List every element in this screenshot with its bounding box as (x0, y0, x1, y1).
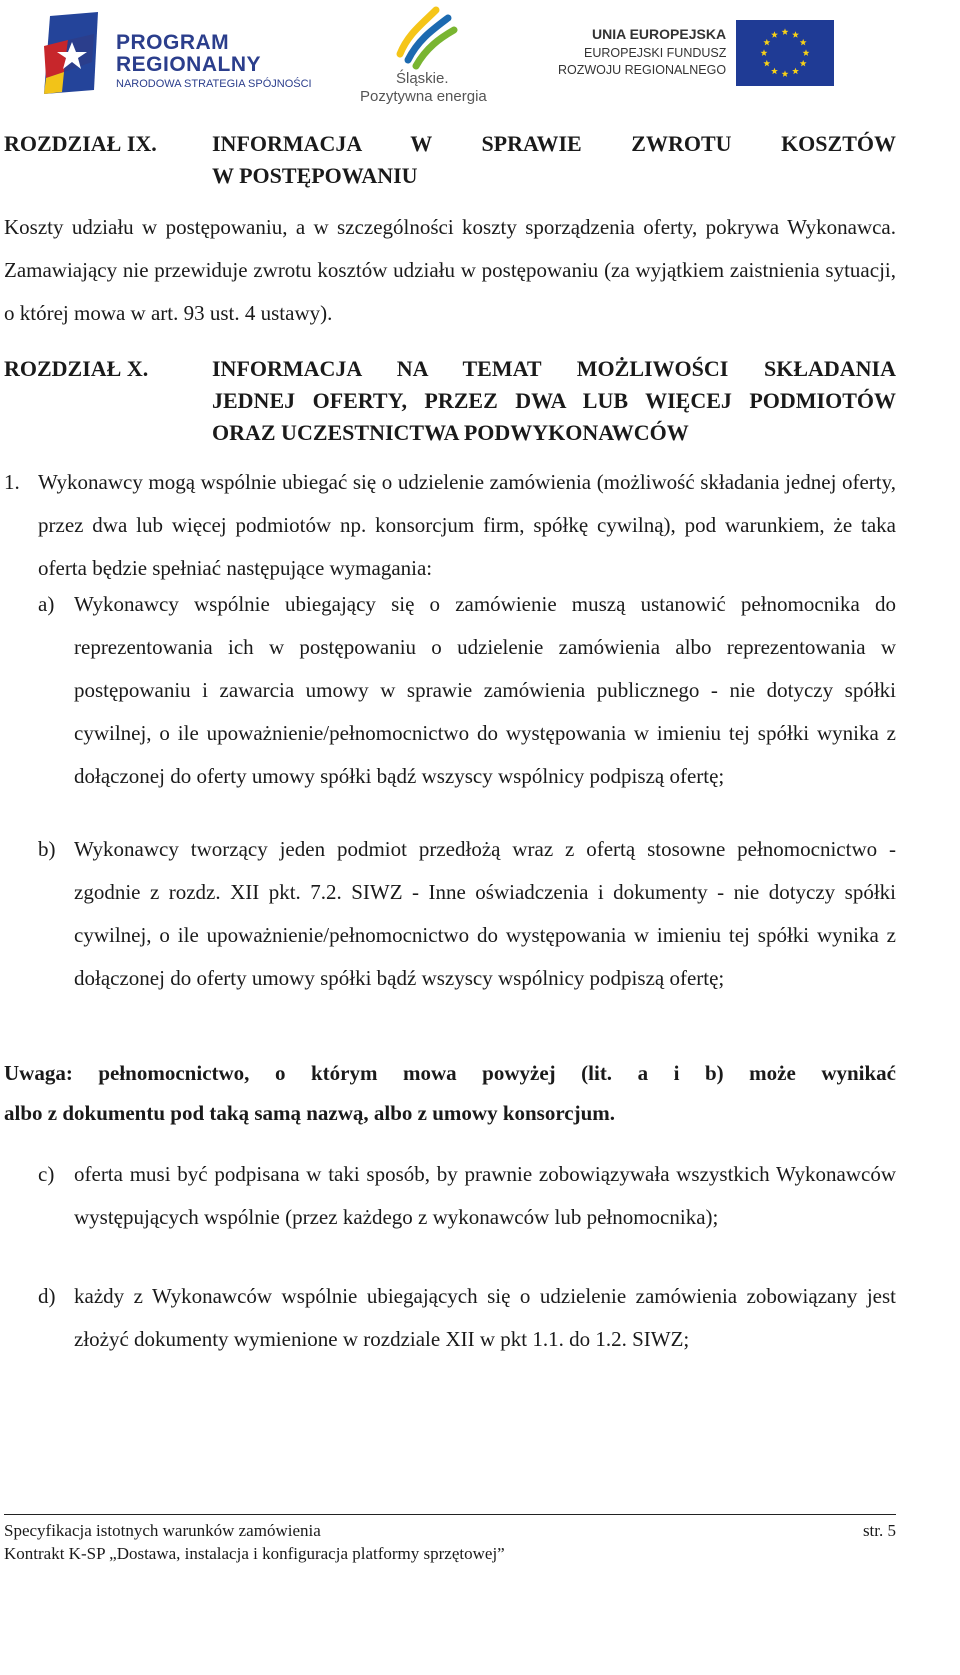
note-line1: Uwaga: pełnomocnictwo, o którym mowa powyżej (lit. a i b) może wynikać (4, 1061, 896, 1085)
eu-flag-icon (736, 20, 834, 86)
item-c-marker: c) (38, 1162, 55, 1186)
item-b-marker: b) (38, 837, 56, 861)
footer-divider (4, 1514, 896, 1515)
eu-logo-line3: ROZWOJU REGIONALNEGO (558, 63, 727, 77)
item-a-text: Wykonawcy wspólnie ubiegający się o zamówienie muszą ustanowić pełnomocnika do reprezentowania ich w postępowaniu o udzielenie zamówienia albo reprezentowania w postępowaniu i zawarcia umowy w sprawie zamówienia publicznego - nie dotyczy spółki cywilnej, o ile upoważnienie/pełnomocnictwo do występowania w imieniu tej spółki wynika z dołączonej do oferty umowy spółki bądź wszyscy wspólnicy podpiszą ofertę; (74, 592, 896, 788)
star-flag-icon (44, 12, 100, 94)
chapter-9-body: Koszty udziału w postępowaniu, a w szczególności koszty sporządzenia oferty, pokrywa Wykonawca. Zamawiający nie przewiduje zwrotu kosztów udziału w postępowaniu (za wyjątkiem zaistnienia sytuacji, o której mowa w art. 93 ust. 4 ustawy). (4, 215, 896, 325)
chapter-9-label: ROZDZIAŁ IX. (4, 131, 157, 156)
eu-logo-line2: EUROPEJSKI FUNDUSZ (584, 46, 727, 60)
chapter-10-label: ROZDZIAŁ X. (4, 356, 149, 381)
slaskie-tagline: Pozytywna energia (360, 88, 487, 105)
chapter-10-title-line1: INFORMACJA NA TEMAT MOŻLIWOŚCI SKŁADANIA (212, 356, 896, 381)
slaskie-name: Śląskie. (396, 70, 449, 87)
note-line2: albo z dokumentu pod taką samą nazwą, albo z umowy konsorcjum. (4, 1101, 616, 1125)
program-logo-line2: REGIONALNY (116, 53, 262, 76)
footer-contract: Kontrakt K-SP „Dostawa, instalacja i konfiguracja platformy sprzętowej” (4, 1544, 505, 1563)
item-b-text: Wykonawcy tworzący jeden podmiot przedłożą wraz z ofertą stosowne pełnomocnictwo - zgodnie z rozdz. XII pkt. 7.2. SIWZ - Inne oświadczenia i dokumenty - nie dotyczy spółki cywilnej, o ile upoważnienie/pełnomocnictwo do występowania w imieniu tej spółki wynika z dołączonej do oferty umowy spółki bądź wszyscy wspólnicy podpiszą ofertę; (74, 837, 896, 990)
footer-page-number: str. 5 (862, 1521, 896, 1540)
footer-doc-title: Specyfikacja istotnych warunków zamówienia (4, 1521, 321, 1540)
item-1-text: Wykonawcy mogą wspólnie ubiegać się o udzielenie zamówienia (możliwość składania jednej oferty, przez dwa lub więcej podmiotów np. konsorcjum firm, spółkę cywilną), pod warunkiem, że taka oferta będzie spełniać następujące wymagania: (38, 470, 896, 580)
item-d-marker: d) (38, 1284, 56, 1308)
chapter-9-title-line1: INFORMACJA W SPRAWIE ZWROTU KOSZTÓW (212, 131, 896, 156)
item-c-text: oferta musi być podpisana w taki sposób, by prawnie zobowiązywała wszystkich Wykonawców występujących wspólnie (przez każdego z wykonawców lub pełnomocnika); (74, 1162, 896, 1229)
item-1-marker: 1. (4, 470, 20, 494)
eu-logo (556, 18, 836, 90)
program-regionalny-logo (44, 10, 314, 100)
chapter-10-title-line2: JEDNEJ OFERTY, PRZEZ DWA LUB WIĘCEJ PODMIOTÓW (212, 388, 896, 413)
program-logo-line3: NARODOWA STRATEGIA SPÓJNOŚCI (116, 78, 312, 90)
item-a-marker: a) (38, 592, 55, 616)
slaskie-logo (360, 4, 490, 108)
item-d-text: każdy z Wykonawców wspólnie ubiegających się o udzielenie zamówienia zobowiązany jest złożyć dokumenty wymienione w rozdziale XII w pkt 1.1. do 1.2. SIWZ; (74, 1284, 896, 1351)
slaskie-wave-icon (388, 4, 460, 70)
eu-logo-line1: UNIA EUROPEJSKA (592, 26, 727, 42)
program-logo-line1: PROGRAM (116, 31, 230, 54)
chapter-10-title-line3: ORAZ UCZESTNICTWA PODWYKONAWCÓW (212, 420, 689, 445)
chapter-9-title-line2: W POSTĘPOWANIU (212, 163, 418, 188)
